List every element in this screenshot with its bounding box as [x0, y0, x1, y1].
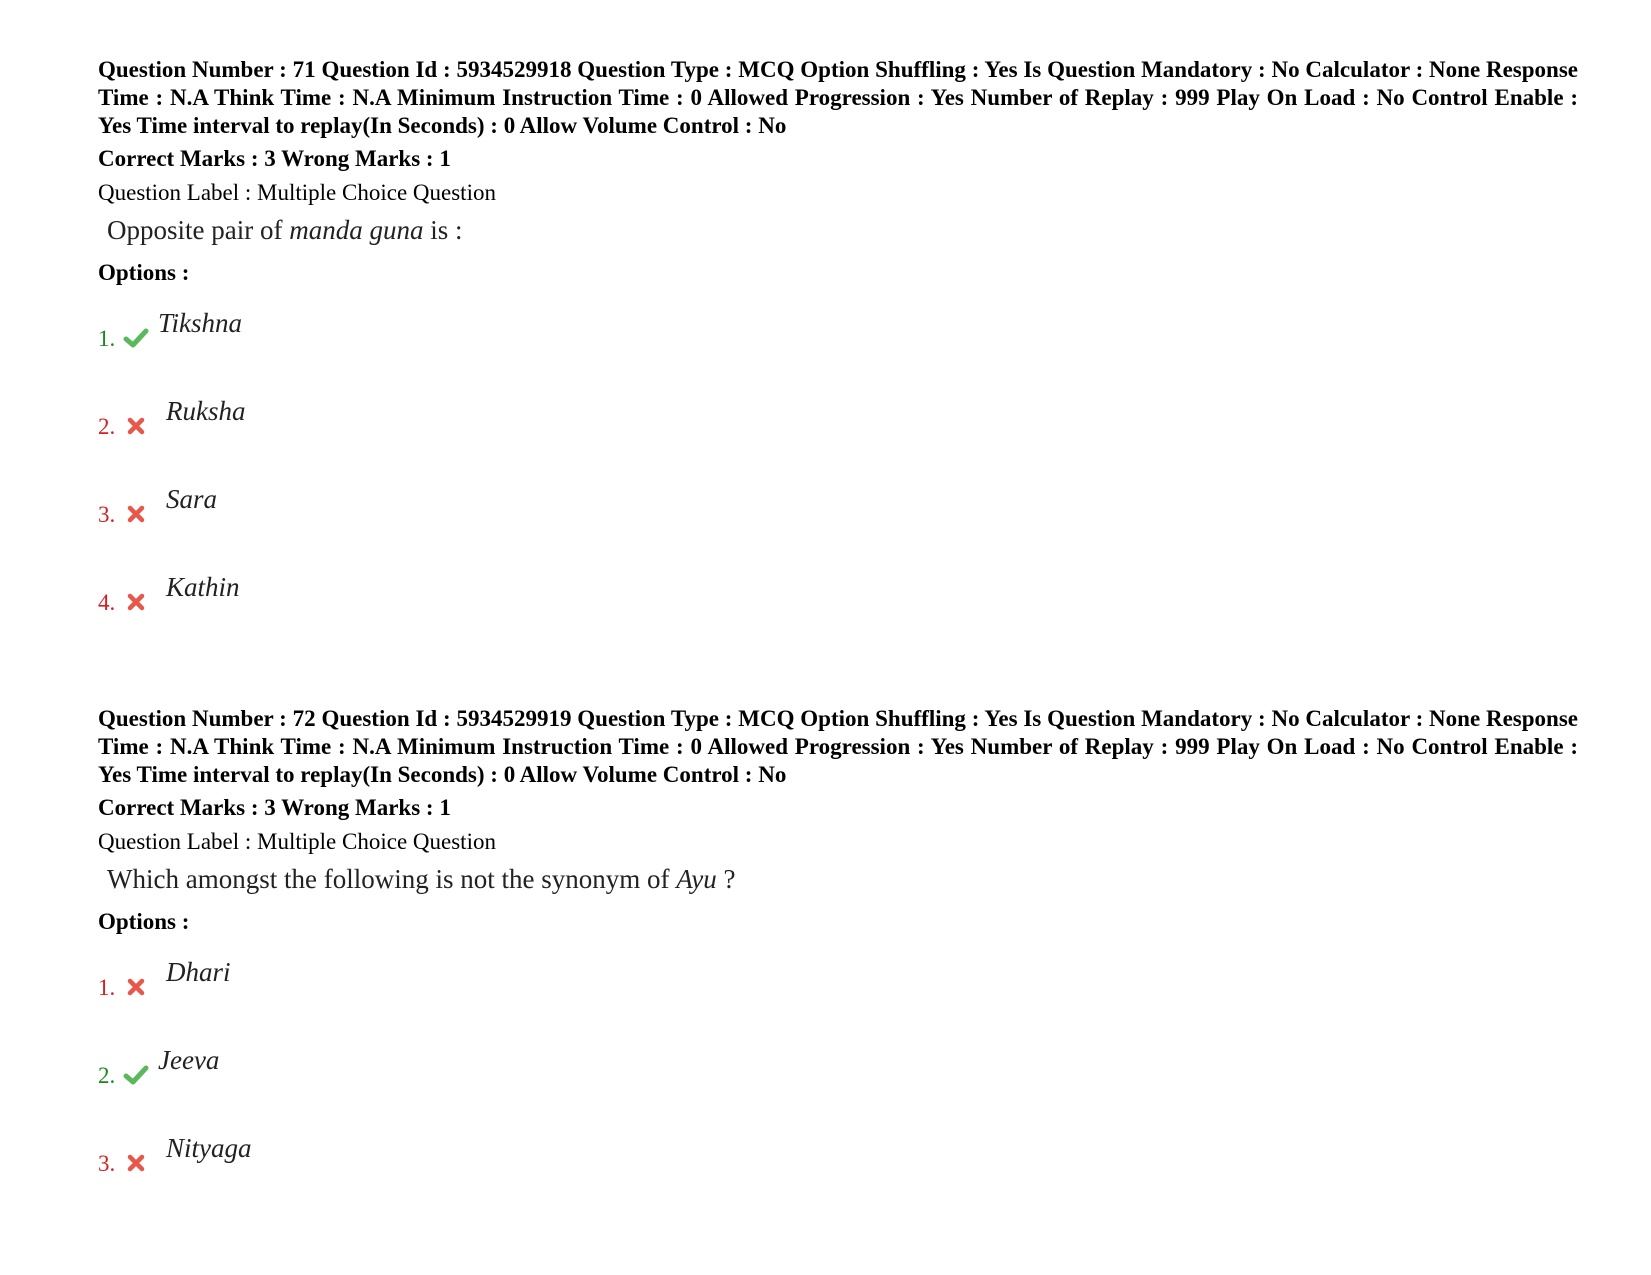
option-number: 3. — [98, 502, 116, 527]
cross-icon — [123, 413, 149, 439]
cross-icon — [123, 589, 149, 615]
question-meta: Question Number : 72 Question Id : 5934529919 Question Type : MCQ Option Shuffling : Yes Is Question Mandatory : No Calculator : None Response Time : N.A Think Time : N.A Minimum Instruction Time : 0 Allowed Progression : Yes Number of Replay : 999 Play On Load : No Control Enable : Yes Time interval to replay(In Seconds) : 0 Allow Volume Control : No — [98, 706, 1578, 787]
stem-text-after: ? — [716, 864, 736, 894]
check-icon — [123, 1062, 149, 1088]
option-text: Kathin — [166, 572, 240, 602]
option-item — [98, 944, 1578, 1032]
question-meta: Question Number : 71 Question Id : 5934529918 Question Type : MCQ Option Shuffling : Yes Is Question Mandatory : No Calculator : None Response Time : N.A Think Time : N.A Minimum Instruction Time : 0 Allowed Progression : Yes Number of Replay : 999 Play On Load : No Control Enable : Yes Time interval to replay(In Seconds) : 0 Allow Volume Control : No — [98, 57, 1578, 138]
option-item — [98, 1120, 1578, 1208]
option-number: 3. — [98, 1151, 116, 1176]
option-item — [98, 559, 1578, 647]
question-label: Question Label : Multiple Choice Question — [98, 180, 496, 205]
option-text: Jeeva — [158, 1045, 220, 1075]
check-icon — [123, 325, 149, 351]
question-label: Question Label : Multiple Choice Question — [98, 829, 496, 854]
option-text: Tikshna — [158, 308, 243, 338]
option-text: Ruksha — [166, 396, 246, 426]
option-text: Sara — [166, 484, 218, 514]
option-text: Nityaga — [166, 1133, 252, 1163]
stem-text-italic: Ayu — [676, 864, 717, 894]
options-list — [98, 944, 1578, 1208]
option-number: 2. — [98, 1063, 116, 1088]
question-marks: Correct Marks : 3 Wrong Marks : 1 — [98, 795, 451, 820]
question-block-72 — [98, 705, 1578, 1208]
option-item — [98, 383, 1578, 471]
cross-icon — [123, 501, 149, 527]
question-marks: Correct Marks : 3 Wrong Marks : 1 — [98, 146, 451, 171]
option-number: 4. — [98, 590, 116, 615]
option-number: 1. — [98, 326, 116, 351]
cross-icon — [123, 974, 149, 1000]
option-item — [98, 1032, 1578, 1120]
option-text: Dhari — [166, 957, 231, 987]
question-stem — [98, 213, 1578, 247]
options-list — [98, 295, 1578, 647]
stem-text-after: is : — [423, 215, 463, 245]
options-label: Options : — [98, 260, 190, 285]
option-item — [98, 295, 1578, 383]
option-number: 2. — [98, 414, 116, 439]
stem-text-italic: manda guna — [289, 215, 424, 245]
stem-text-before: Opposite pair of — [107, 215, 290, 245]
stem-text-before: Which amongst the following is not the synonym of — [107, 864, 677, 894]
question-block-71 — [98, 56, 1578, 647]
option-item — [98, 471, 1578, 559]
question-stem — [98, 862, 1578, 896]
options-label: Options : — [98, 909, 190, 934]
cross-icon — [123, 1150, 149, 1176]
option-number: 1. — [98, 975, 116, 1000]
